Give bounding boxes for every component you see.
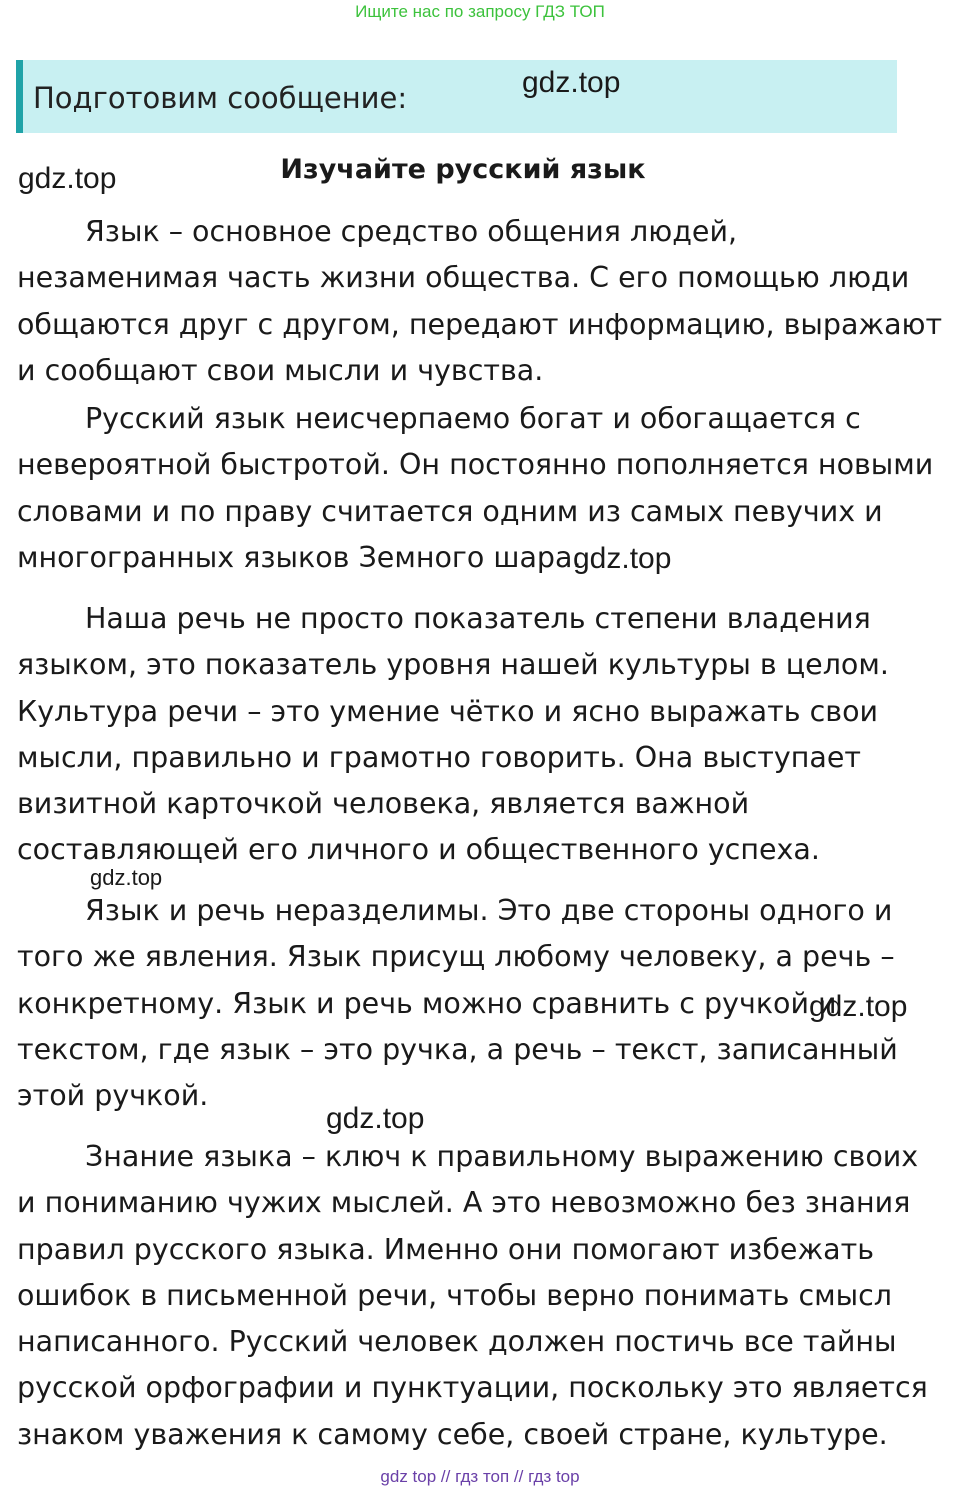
top-banner: Ищите нас по запросу ГДЗ ТОП bbox=[355, 2, 605, 21]
document-title: Изучайте русский язык bbox=[280, 154, 646, 185]
section-header-title: Подготовим сообщение: bbox=[33, 81, 408, 115]
paragraph-line: конкретному. Язык и речь можно сравнить с ручкой и bbox=[17, 986, 837, 1020]
paragraph-line: Культура речи – это умение чётко и ясно выражать свои bbox=[17, 694, 879, 728]
section-header bbox=[16, 60, 897, 133]
watermark: gdz.top bbox=[326, 1102, 425, 1135]
paragraph-line: написанного. Русский человек должен постичь все тайны bbox=[17, 1325, 897, 1359]
paragraph-line: Русский язык неисчерпаемо богат и обогащается с bbox=[85, 402, 861, 435]
paragraph-1 bbox=[17, 209, 943, 394]
paragraph-4 bbox=[17, 888, 917, 1119]
paragraph-line: текстом, где язык – это ручка, а речь – текст, записанный bbox=[17, 1032, 898, 1066]
paragraph-line: Язык – основное средство общения людей, bbox=[85, 215, 738, 248]
paragraph-3 bbox=[17, 596, 917, 874]
paragraph-line: визитной карточкой человека, является важной bbox=[17, 787, 750, 821]
paragraph-line: того же явления. Язык присущ любому человеку, а речь – bbox=[17, 940, 895, 974]
paragraph-2 bbox=[17, 396, 934, 581]
paragraph-line: словами и по праву считается одним из самых певучих и bbox=[17, 494, 883, 528]
paragraph-line: общаются друг с другом, передают информацию, выражают bbox=[17, 307, 943, 341]
paragraph-line: этой ручкой. bbox=[17, 1079, 209, 1113]
paragraph-line: русской орфографии и пунктуации, поскольку это является bbox=[17, 1371, 928, 1405]
paragraph-line: и пониманию чужих мыслей. А это невозможно без знания bbox=[17, 1186, 911, 1220]
watermark: gdz.top bbox=[522, 66, 621, 99]
paragraph-line: Наша речь не просто показатель степени владения bbox=[85, 602, 871, 635]
paragraph-line: многогранных языков Земного шара. bbox=[17, 540, 582, 574]
paragraph-line: невероятной быстротой. Он постоянно пополняется новыми bbox=[17, 448, 934, 482]
paragraph-5 bbox=[17, 1134, 928, 1458]
paragraph-line: знаком уважения к самому себе, своей стране, культуре. bbox=[17, 1417, 888, 1451]
paragraph-line: языком, это показатель уровня нашей культуры в целом. bbox=[17, 648, 889, 682]
paragraph-line: незаменимая часть жизни общества. С его помощью люди bbox=[17, 261, 910, 295]
paragraph-line: и сообщают свои мысли и чувства. bbox=[17, 353, 544, 387]
watermark: gdz.top bbox=[809, 990, 908, 1023]
paragraph-line: составляющей его личного и общественного успеха. bbox=[17, 833, 820, 867]
paragraph-line: ошибок в письменной речи, чтобы верно понимать смысл bbox=[17, 1278, 892, 1312]
paragraph-line: правил русского языка. Именно они помогают избежать bbox=[17, 1232, 874, 1266]
paragraph-line: мысли, правильно и грамотно говорить. Она выступает bbox=[17, 740, 861, 774]
footer-watermark: gdz top // гдз топ // гдз top bbox=[380, 1467, 580, 1486]
watermark: gdz.top bbox=[18, 162, 117, 195]
watermark: gdz.top bbox=[90, 865, 163, 890]
watermark: gdz.top bbox=[573, 542, 672, 575]
paragraph-line: Знание языка – ключ к правильному выражению своих bbox=[85, 1140, 919, 1173]
paragraph-line: Язык и речь неразделимы. Это две стороны одного и bbox=[85, 894, 893, 927]
